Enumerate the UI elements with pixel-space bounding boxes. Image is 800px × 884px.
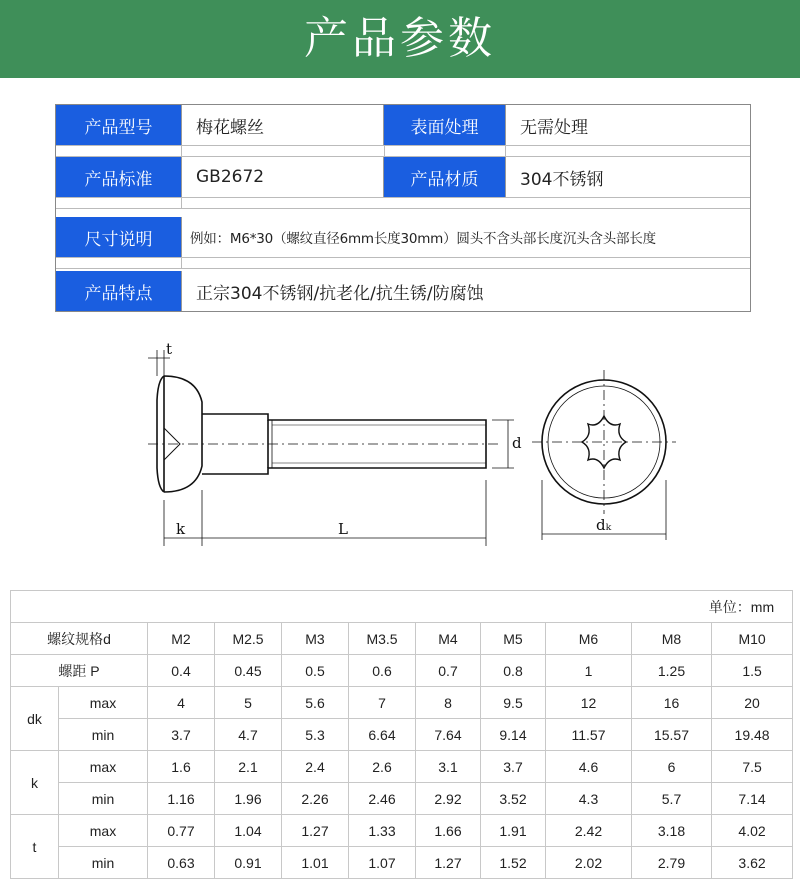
table-cell: 7 [349,687,416,719]
size-cell: M3 [282,623,349,655]
table-cell: 4.7 [215,719,282,751]
table-cell: 15.57 [632,719,712,751]
label-t: t [166,340,173,358]
table-cell: 1.27 [416,847,481,879]
spec-row-feature [56,271,750,311]
spec-header: 螺纹规格d [11,623,148,655]
label-L: L [338,520,348,538]
size-cell: M2.5 [215,623,282,655]
size-label: 尺寸说明 [56,217,181,257]
table-cell: 2.26 [282,783,349,815]
table-cell: 7.64 [416,719,481,751]
table-cell: 7.5 [712,751,793,783]
table-cell: 6 [632,751,712,783]
pitch-row [11,655,793,687]
table-cell: 3.62 [712,847,793,879]
table-cell: 2.46 [349,783,416,815]
table-cell: 12 [546,687,632,719]
table-cell: 0.8 [481,655,546,687]
spec-table [55,104,751,312]
label-d: d [512,434,522,452]
standard-value: GB2672 [181,157,384,197]
table-cell: 1 [546,655,632,687]
size-cell: M6 [546,623,632,655]
table-cell: 2.42 [546,815,632,847]
table-cell: 9.14 [481,719,546,751]
t-min-row [11,847,793,879]
size-cell: M2 [148,623,215,655]
table-cell: 1.5 [712,655,793,687]
size-value: 例如：M6*30（螺纹直径6mm长度30mm）圆头不含头部长度沉头含头部长度 [181,217,750,257]
dk-label: dk [11,687,59,751]
table-cell: 3.52 [481,783,546,815]
label-dk: dₖ [596,516,612,534]
table-cell: 3.18 [632,815,712,847]
table-cell: 2.1 [215,751,282,783]
dimension-table [10,590,793,879]
dk-min-row [11,719,793,751]
table-cell: 1.96 [215,783,282,815]
table-cell: 4.02 [712,815,793,847]
model-value: 梅花螺丝 [181,105,384,145]
page-title: 产品参数 [304,13,496,64]
table-cell: 3.7 [481,751,546,783]
table-cell: 1.04 [215,815,282,847]
table-cell: 2.79 [632,847,712,879]
table-cell: 5.6 [282,687,349,719]
unit-label: 单位：mm [11,591,793,623]
spec-row-size [56,217,750,257]
min-label: min [59,783,148,815]
model-label: 产品型号 [56,105,181,145]
size-cell: M10 [712,623,793,655]
table-cell: 1.27 [282,815,349,847]
table-cell: 2.02 [546,847,632,879]
spec-gap [56,197,750,209]
k-label: k [11,751,59,815]
table-cell: 0.45 [215,655,282,687]
max-label: max [59,687,148,719]
unit-row [11,591,793,623]
table-cell: 5.7 [632,783,712,815]
spec-gap [56,145,750,157]
size-cell: M8 [632,623,712,655]
spec-row-standard [56,157,750,197]
screw-drawing [140,340,680,550]
size-cell: M4 [416,623,481,655]
table-cell: 19.48 [712,719,793,751]
table-cell: 2.92 [416,783,481,815]
table-cell: 3.7 [148,719,215,751]
table-cell: 0.91 [215,847,282,879]
k-min-row [11,783,793,815]
table-cell: 1.07 [349,847,416,879]
spec-gap [56,257,750,269]
size-cell: M5 [481,623,546,655]
pitch-label: 螺距 P [11,655,148,687]
table-cell: 0.5 [282,655,349,687]
table-cell: 1.33 [349,815,416,847]
feature-label: 产品特点 [56,271,181,311]
table-cell: 4 [148,687,215,719]
size-cell: M3.5 [349,623,416,655]
min-label: min [59,847,148,879]
table-cell: 5.3 [282,719,349,751]
table-cell: 1.52 [481,847,546,879]
header-banner [0,0,800,78]
min-label: min [59,719,148,751]
surface-value: 无需处理 [505,105,750,145]
table-cell: 0.63 [148,847,215,879]
spec-row-model [56,105,750,145]
table-cell: 4.6 [546,751,632,783]
table-cell: 4.3 [546,783,632,815]
max-label: max [59,751,148,783]
max-label: max [59,815,148,847]
material-value: 304不锈钢 [505,157,750,197]
table-cell: 1.66 [416,815,481,847]
table-cell: 1.25 [632,655,712,687]
table-cell: 2.4 [282,751,349,783]
table-cell: 11.57 [546,719,632,751]
table-cell: 0.77 [148,815,215,847]
surface-label: 表面处理 [384,105,505,145]
k-max-row [11,751,793,783]
label-k: k [176,520,186,538]
table-cell: 3.1 [416,751,481,783]
table-cell: 8 [416,687,481,719]
table-cell: 1.01 [282,847,349,879]
table-cell: 5 [215,687,282,719]
table-cell: 1.6 [148,751,215,783]
table-cell: 9.5 [481,687,546,719]
table-cell: 0.7 [416,655,481,687]
table-cell: 16 [632,687,712,719]
t-max-row [11,815,793,847]
table-cell: 20 [712,687,793,719]
table-cell: 0.4 [148,655,215,687]
table-cell: 1.16 [148,783,215,815]
t-label: t [11,815,59,879]
table-cell: 6.64 [349,719,416,751]
table-cell: 2.6 [349,751,416,783]
standard-label: 产品标准 [56,157,181,197]
size-row [11,623,793,655]
table-cell: 1.91 [481,815,546,847]
material-label: 产品材质 [384,157,505,197]
feature-value: 正宗304不锈钢/抗老化/抗生锈/防腐蚀 [181,271,750,311]
table-cell: 7.14 [712,783,793,815]
dk-max-row [11,687,793,719]
table-cell: 0.6 [349,655,416,687]
